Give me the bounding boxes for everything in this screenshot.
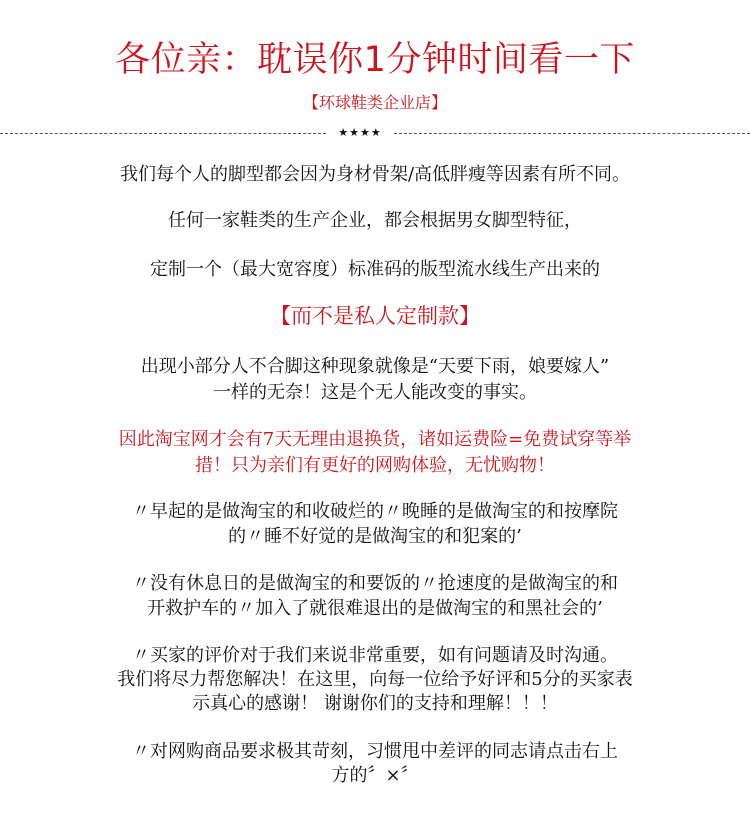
paragraph-joke-2-line-1: 〃没有休息日的是做淘宝的和要饭的〃抢速度的是做淘宝的和 <box>132 573 618 594</box>
store-name: 【环球鞋类企业店】 <box>302 93 447 112</box>
paragraph-foot-shape: 我们每个人的脚型都会因为身材骨架/高低胖瘦等因素有所不同。 <box>119 164 631 185</box>
paragraph-joke-2-line-2: 开救护车的〃加入了就很难退出的是做淘宝的和黑社会的’ <box>147 598 603 619</box>
paragraph-rain-line-2: 一样的无奈！这是个无人能改变的事实。 <box>213 382 537 403</box>
paragraph-picky-buyers-line-1: 〃对网购商品要求极其苛刻，习惯甩中差评的同志请点击右上 <box>132 741 618 762</box>
paragraph-reviews-line-3: 示真心的感谢！ 谢谢你们的支持和理解！！！ <box>192 693 558 714</box>
paragraph-rain-line-1: 出现小部分人不合脚这种现象就像是“天要下雨，娘要嫁人” <box>140 356 610 377</box>
page-title: 各位亲：耽误你1分钟时间看一下 <box>115 40 635 80</box>
paragraph-reviews-line-2: 我们将尽力帮您解决！在这里，向每一位给予好评和5分的买家表 <box>117 669 633 690</box>
paragraph-joke-1-line-2: 的〃睡不好觉的是做淘宝的和犯案的’ <box>228 526 522 547</box>
paragraph-return-policy-line-2: 措！只为亲们有更好的网购体验，无忧购物！ <box>195 455 555 476</box>
paragraph-picky-buyers-line-2: 方的〞×〞 <box>331 765 419 786</box>
paragraph-joke-1-line-1: 〃早起的是做淘宝的和收破烂的〃晚睡的是做淘宝的和按摩院 <box>132 501 618 522</box>
emphasis-not-custom: 【而不是私人定制款】 <box>270 304 480 328</box>
paragraph-reviews-line-1: 〃买家的评价对于我们来说非常重要，如有问题请及时沟通。 <box>132 645 618 666</box>
divider-line-right <box>394 133 750 134</box>
paragraph-return-policy-line-1: 因此淘宝网才会有7天无理由退换货，诸如运费险=免费试穿等举 <box>118 429 632 450</box>
divider-stars: ★★★★ <box>338 126 382 139</box>
paragraph-manufacturers: 任何一家鞋类的生产企业，都会根据男女脚型特征， <box>168 210 582 231</box>
divider-line-left <box>0 133 326 134</box>
star-divider <box>0 127 750 141</box>
paragraph-standard-size: 定制一个（最大宽容度）标准码的版型流水线生产出来的 <box>150 259 600 280</box>
